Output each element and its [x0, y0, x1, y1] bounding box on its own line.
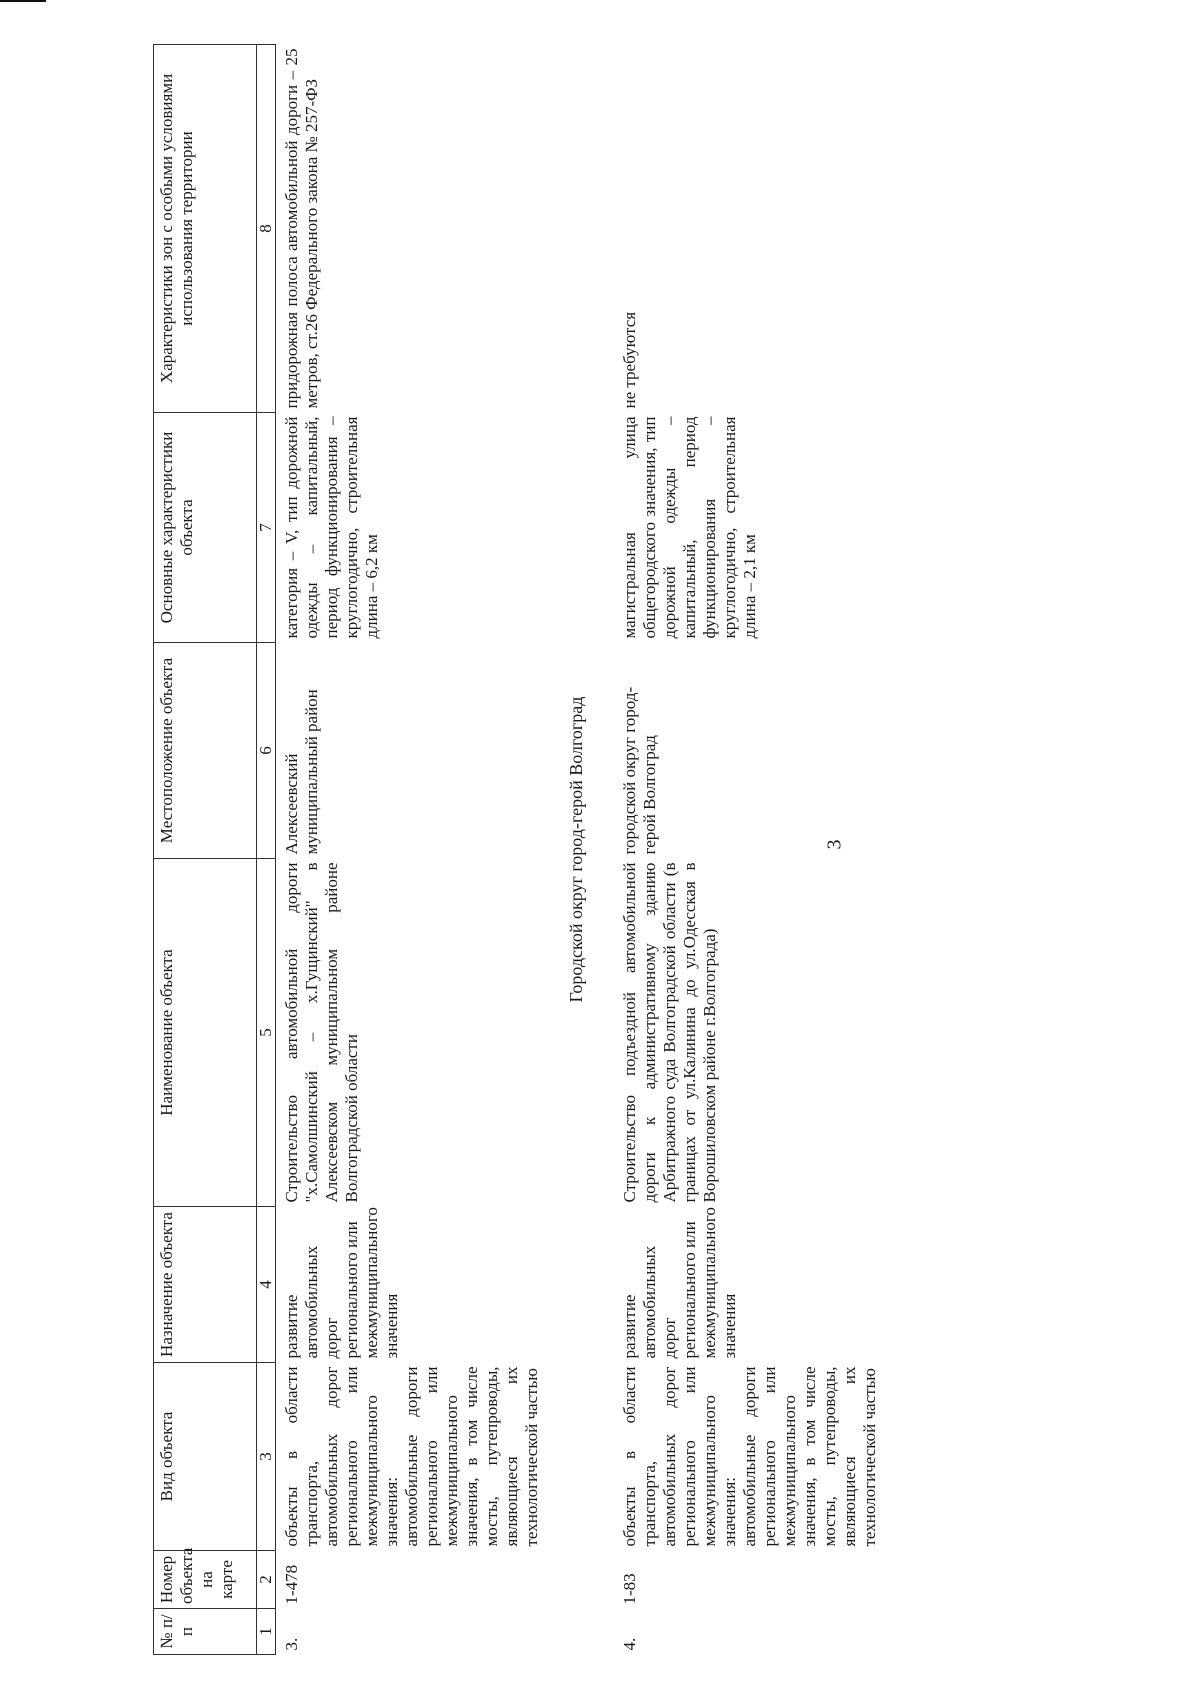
- section-row: [542, 45, 614, 1655]
- header-cell-number: № п/п: [154, 1609, 257, 1655]
- column-number: 7: [257, 413, 276, 643]
- map-number: 1-83: [620, 1573, 639, 1605]
- column-number: 5: [257, 859, 276, 1207]
- object-characteristics: магистральная улица общегородского значения, тип дорожной одежды – капитальный, период функционирования – круглогодично, строительная длина – 2,1 км: [620, 416, 759, 639]
- column-number: 6: [257, 643, 276, 859]
- scan-edge-mark: [0, 0, 46, 2]
- column-number: 4: [257, 1207, 276, 1363]
- table-row: [614, 45, 880, 1655]
- object-name: Строительство автомобильной дороги "х.Самолшинский – х.Гущинский" в Алексеевском муниципальном районе Волгоградской области: [282, 862, 361, 1203]
- object-purpose: развитие автомобильных дорог регионального или межмуниципального значения: [620, 1207, 739, 1359]
- column-number: 8: [257, 45, 276, 413]
- object-location: городской округ город-герой Волгоград: [620, 686, 659, 855]
- header-cell-zones: Характеристики зон с особыми условиями использования территории: [154, 45, 257, 413]
- map-number: 1-478: [282, 1564, 301, 1605]
- object-kind: объекты в области транспорта, автомобильных дорог регионального или межмуниципального значения: автомобильные дороги регионального или межмуниципального значения, в том числе мосты, путепроводы, являющиеся их технологической частью: [620, 1366, 879, 1547]
- header-cell-characteristics: Основные характеристики объекта: [154, 413, 257, 643]
- object-name: Строительство подъездной автомобильной дороги к административному зданию Арбитражного суда Волгоградской области (в границах от ул.Калинина до ул.Одесская в Ворошиловском районе г.Волгограда): [620, 862, 719, 1203]
- column-number: 2: [257, 1551, 276, 1609]
- object-location: Алексеевский муниципальный район: [282, 689, 321, 855]
- header-cell-name: Наименование объекта: [154, 859, 257, 1207]
- column-number: 3: [257, 1363, 276, 1551]
- header-row: [154, 45, 257, 1655]
- header-cell-purpose: Назначение объекта: [154, 1207, 257, 1363]
- column-number: 1: [257, 1609, 276, 1655]
- row-number: 3.: [282, 1637, 301, 1651]
- zone-characteristics: не требуются: [620, 311, 639, 409]
- header-cell-kind: Вид объекта: [154, 1363, 257, 1551]
- zone-characteristics: придорожная полоса автомобильной дороги – 25 метров, ст.26 Федерального закона № 257-ФЗ: [282, 48, 321, 409]
- row-number: 4.: [620, 1637, 639, 1651]
- table-row: [276, 45, 543, 1655]
- object-purpose: развитие автомобильных дорог регионального или межмуниципального значения: [282, 1207, 401, 1359]
- rotated-table-wrapper: [153, 45, 1200, 1655]
- object-kind: объекты в области транспорта, автомобильных дорог регионального или межмуниципального значения: автомобильные дороги регионального или межмуниципального значения, в том числе мосты, путепроводы, являющиеся их технологической частью: [282, 1366, 541, 1547]
- header-cell-map-number: Номер объекта на карте: [154, 1551, 257, 1609]
- page-number: 3: [823, 839, 846, 850]
- objects-table: [153, 44, 880, 1655]
- object-characteristics: категория – V, тип дорожной одежды – капитальный, период функционирования – круглогодично, строительная длина – 6,2 км: [282, 416, 381, 639]
- column-number-row: [257, 45, 276, 1655]
- section-title: Городской округ город-герой Волгоград: [566, 696, 586, 1003]
- header-cell-location: Местоположение объекта: [154, 643, 257, 859]
